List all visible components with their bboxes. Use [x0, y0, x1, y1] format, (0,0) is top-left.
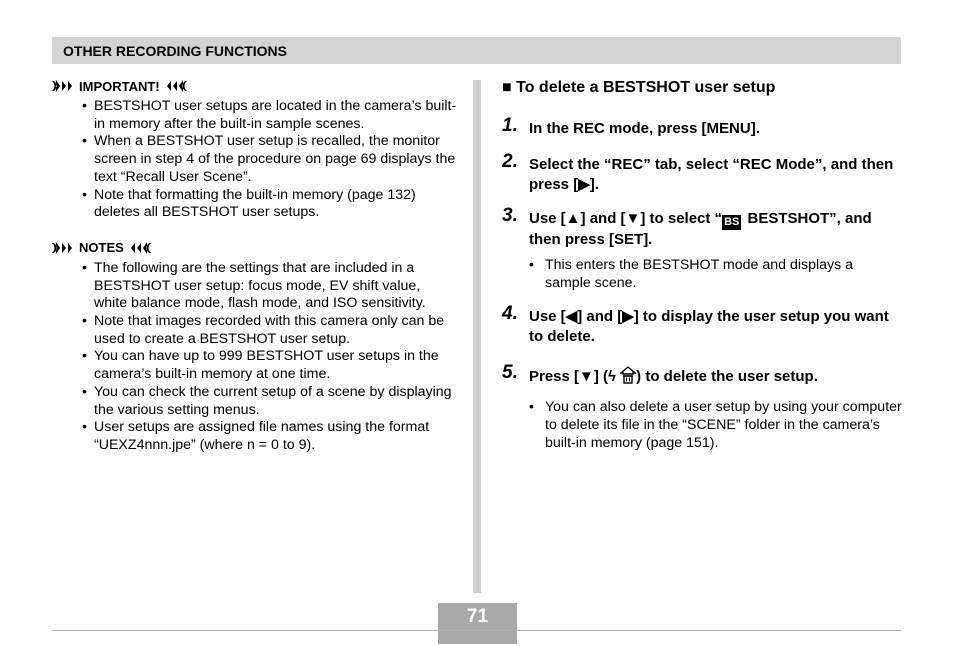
- notes-list: [52, 260, 457, 455]
- step-3-note: • This enters the BESTSHOT mode and displays a sample scene.: [529, 257, 854, 291]
- step-3: [502, 205, 902, 250]
- list-item: • User setups are assigned file names using the format “UEXZ4nnn.jpe” (where n = 0 to 9).: [82, 419, 430, 453]
- step-text: In the REC mode, press [MENU].: [529, 120, 760, 137]
- list-item: • BESTSHOT user setups are located in the camera’s built-in memory after the built-in sample scenes.: [82, 98, 457, 132]
- step-2: [502, 151, 902, 195]
- section-header-title: OTHER RECORDING FUNCTIONS: [63, 43, 287, 59]
- step-4: [502, 303, 902, 347]
- arrows-left-icon: [129, 242, 151, 254]
- trash-icon: [620, 366, 636, 390]
- arrows-right-icon: [52, 242, 74, 254]
- notes-heading-text: NOTES: [79, 240, 124, 256]
- step-text-before: Press [▼] (: [529, 368, 609, 386]
- step-text: Use [◀] and [▶] to display the user setup you want to delete.: [529, 308, 889, 346]
- section-header-bar: [52, 37, 901, 64]
- list-item: • Note that images recorded with this camera only can be used to create a BESTSHOT user setup.: [82, 313, 445, 347]
- page-number: 71: [466, 606, 489, 627]
- list-item: • You can check the current setup of a scene by displaying the various setting menus.: [82, 383, 452, 418]
- step-text-before: Use [▲] and [▼] to select “: [529, 210, 723, 227]
- step-text-after: BESTSHOT”, and then press [SET].: [529, 210, 872, 248]
- step-5-note: • You can also delete a user setup by using your computer to delete its file in the “SCENE” folder in the camera’s built-in memory (page 151).: [529, 399, 902, 451]
- important-heading: [52, 78, 457, 94]
- step-5: [502, 362, 902, 390]
- step-number: 3.: [502, 205, 518, 226]
- arrows-left-icon: [165, 80, 187, 92]
- step-number: 5.: [502, 362, 518, 384]
- bestshot-icon: BS: [724, 216, 740, 228]
- step-number: 4.: [502, 303, 518, 325]
- important-list: [52, 98, 457, 222]
- right-column: [502, 78, 902, 453]
- step-number: 2.: [502, 151, 518, 172]
- important-heading-text: IMPORTANT!: [79, 78, 160, 94]
- step-number: 1.: [502, 115, 518, 136]
- list-item: • The following are the settings that are included in a BESTSHOT user setup: focus mode, EV shift value, white balance mode, flash mode, and ISO sensitivity.: [82, 259, 426, 312]
- arrows-right-icon: [52, 80, 74, 92]
- page-number-box: [438, 603, 517, 631]
- notes-heading: [52, 240, 457, 256]
- list-item: • Note that formatting the built-in memory (page 132) deletes all BESTSHOT user setups.: [82, 186, 416, 221]
- step-text-after: ) to delete the user setup.: [636, 368, 818, 386]
- flash-icon: ϟ: [608, 368, 616, 386]
- page-number-box-tail: [438, 631, 517, 644]
- column-divider: [473, 80, 481, 593]
- list-item: • When a BESTSHOT user setup is recalled, the monitor screen in step 4 of the procedure on page 69 displays the text “Recall User Scene”.: [82, 133, 456, 185]
- list-item: • You can have up to 999 BESTSHOT user setups in the camera’s built-in memory at one time.: [82, 348, 439, 383]
- delete-section-title: ■ To delete a BESTSHOT user setup: [502, 79, 776, 96]
- step-1: [502, 115, 902, 139]
- step-text: Select the “REC” tab, select “REC Mode”, and then press [▶].: [529, 156, 894, 193]
- left-column: [52, 78, 457, 455]
